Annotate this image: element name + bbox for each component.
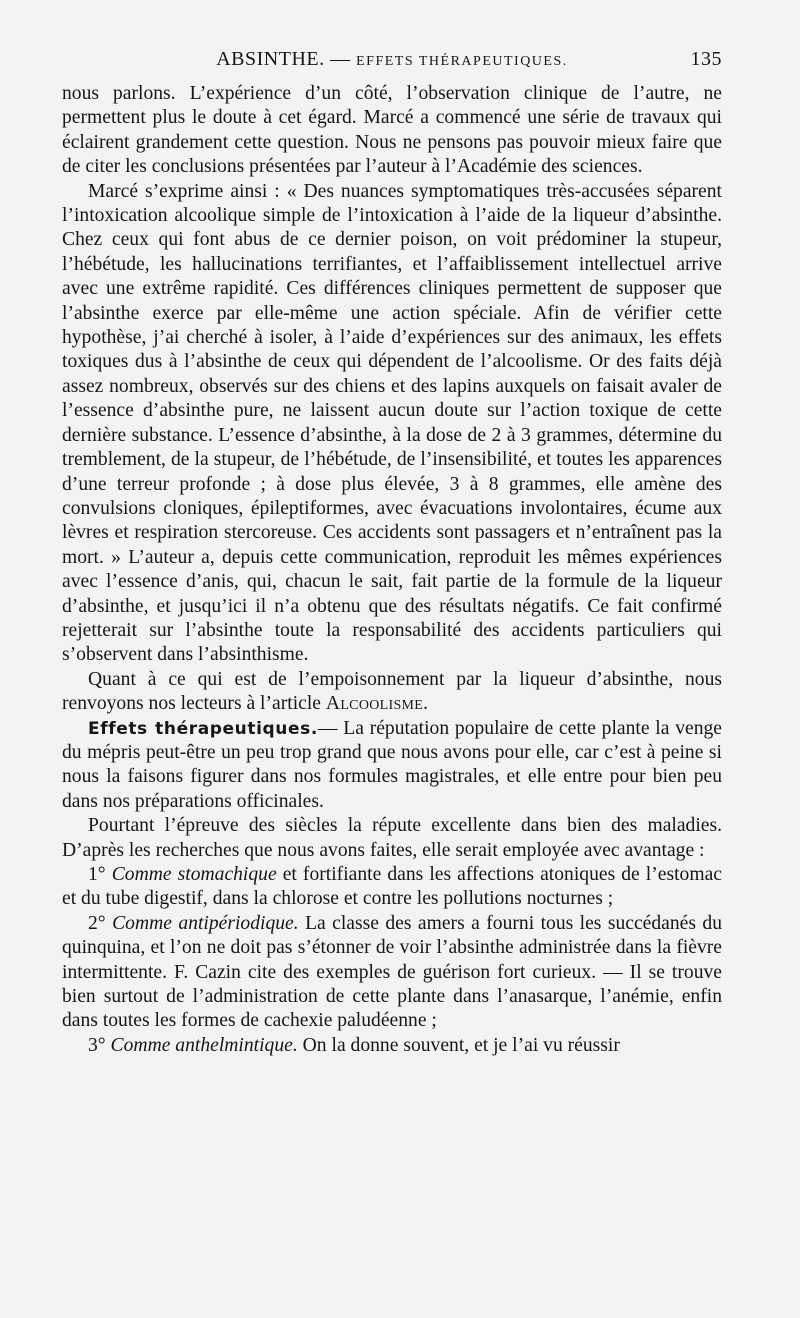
paragraph-marce-quote: Marcé s’exprime ainsi : « Des nuances symptomatiques très-accusées séparent l’intoxication alcoolique simple de l’intoxication à l’aide de la liqueur d’absinthe. Chez ceux qui font abus de ce dernier poison, on voit prédominer la stupeur, l’hébétude, les hallucinations terrifiantes, et l’affaiblissement intellectuel arrive avec une extrême rapidité. Ces différences cliniques permettent de supposer que l’absinthe exerce par elle-même une action spéciale. Afin de vérifier cette hypothèse, j’ai cherché à isoler, à l’aide d’expériences sur des animaux, les effets toxiques dus à l’absinthe de ceux qui dépendent de l’alcoolisme. Or des faits déjà assez nombreux, observés sur des chiens et des lapins auxquels on faisait avaler de l’essence d’absinthe pure, ne laissent aucun doute sur l’action toxique de cette dernière substance. L’essence d’absinthe, à la dose de 2 à 3 grammes, détermine du tremblement, de la stupeur, de l’hébétude, de l’insensibilité, et toutes les apparences d’une terreur profonde ; à dose plus élevée, 3 à 8 grammes, elle amène des convulsions cloniques, épileptiformes, avec évacuations involontaires, écume aux lèvres et respiration stercoreuse. Ces accidents sont passagers et n’entraînent pas la mort. » L’auteur a, depuis cette communication, reproduit les mêmes expériences avec l’essence d’anis, qui, chacun le sait, fait partie de la formule de la liqueur d’absinthe, et jusqu’ici il n’a obtenu que des résultats négatifs. Ce fait confirmé rejetterait sur l’absinthe toute la responsabilité des accidents particuliers qui s’observent dans l’absinthisme. — [62, 180, 722, 666]
paragraph-continuation: nous parlons. L’expérience d’un côté, l’observation clinique de l’autre, ne permettent plus le doute à cet égard. Marcé a commencé une série de travaux qui éclairent grandement cette question. Nous ne pensons pas pouvoir mieux faire que de citer les conclusions présentées par l’auteur à l’Académie des sciences. — [62, 83, 722, 178]
list-item-stomachique — [62, 863, 722, 912]
paragraph-epreuve-des-siecles: Pourtant l’épreuve des siècles la répute excellente dans bien des maladies. D’après les recherches que nous avons faites, elle serait employée avec avantage : — [62, 815, 722, 861]
section-heading: Effets thérapeutiques. — [88, 718, 318, 739]
cross-reference-alcoolisme: Alcoolisme — [325, 693, 424, 715]
page-number: 135 — [690, 48, 722, 70]
running-head-subtitle: EFFETS THÉRAPEUTIQUES. — [356, 54, 568, 69]
paragraph-effets-therapeutiques — [62, 717, 722, 815]
paragraph-text: Quant à ce qui est de l’empoisonnement par la liqueur d’absinthe, nous renvoyons nos lecteurs à l’article — [62, 668, 722, 715]
list-item-term: Comme antipériodique. — [112, 912, 299, 934]
list-item-term: Comme stomachique — [111, 864, 277, 885]
list-number: 1° — [88, 864, 106, 885]
list-item-term: Comme anthelmintique. — [110, 1034, 298, 1056]
paragraph-text: — La réputation populaire de cette plante la venge du mépris peut-être un peu trop grand que nous avons pour elle, car c’est à peine si nous la faisons figurer dans nos formules magistrales, et elle entre pour bien peu dans nos préparations officinales. — [62, 717, 722, 812]
paragraph-text: et fortifiante dans les affections atoniques de l’estomac et du tube digestif, dans la chlorose et contre les pollutions nocturnes ; — [62, 864, 722, 910]
paragraph-text: La classe des amers a fourni tous les succédanés du quinquina, et l’on ne doit pas s’étonner de voir l’absinthe administrée dans la fièvre intermittente. F. Cazin cite des exemples de guérison fort curieux. — Il se trouve bien surtout de l’administration de cette plante dans l’anasarque, l’anémie, enfin dans toutes les formes de cachexie paludéenne ; — [62, 912, 723, 1032]
list-number: 2° — [88, 912, 106, 934]
paragraph-text: On la donne souvent, et je l’ai vu réussir — [302, 1034, 620, 1056]
list-item-antiperiodique — [62, 912, 722, 1034]
running-head — [62, 48, 722, 82]
running-head-dash: — — [330, 48, 351, 70]
list-number: 3° — [88, 1034, 106, 1056]
body-text — [62, 82, 722, 1058]
running-head-title: ABSINTHE. — [216, 48, 325, 70]
paragraph-empoisonnement — [62, 668, 722, 717]
paragraph-text: . — [423, 693, 429, 715]
list-item-anthelmintique — [62, 1034, 722, 1058]
